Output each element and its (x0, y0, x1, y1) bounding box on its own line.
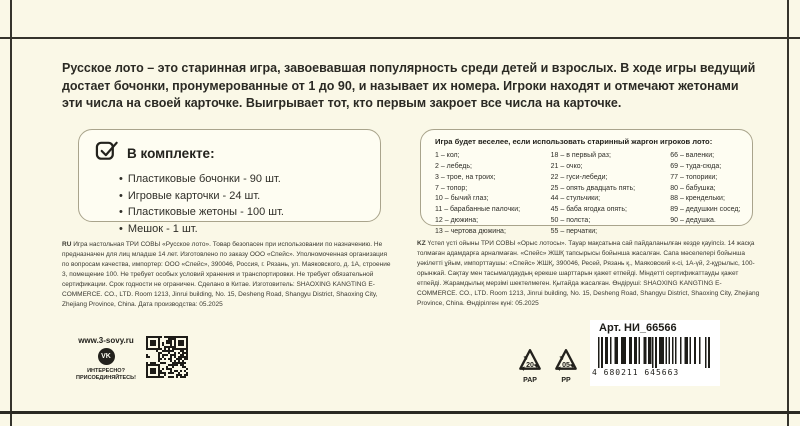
jargon-item: 89 – дедушкин сосед; (670, 206, 741, 214)
jargon-item: 18 – в первый раз; (550, 152, 611, 159)
contents-item: • Игровые карточки - 24 шт. (119, 188, 366, 205)
dieline-left-edge (10, 0, 12, 426)
contents-title: В комплекте: (127, 145, 215, 161)
legal-kz-body: Үстел үсті ойыны ТРИ СОВЫ «Орыс лотосы». Тауар мақсатына сай пайдаланылған кезде қауіпсіз. 14 жасқа толмаған адамдарға арналмаған. «Спейс» ЖШҚ тапсырысы бойынша жасалған. Сапа мәселелері бойынша уәкілетті ұйым, импорттаушы: «Спейс» ЖШҚ, 390046, Ресей, Рязань қ., Маяковский к-сі, 1А-үй, 2-құрылыс, 100-орынжай. Сақтау мен тасымалдаудың ерекше шарттарын қажет етпейді. Міндетті сертификаттауды қажет етпейді. Жарамдылық мерзімі шектелмеген. Қытайда жасалған. Өндіруші: SHAOXING KANGTING E-COMMERCE. CO., LTD. Room 1213, Jinrui building, No. 15, Desheng Road, Shangyu District, Shaoxing City, Zhejiang Province, China. Өндірілген күні: 05.2025 (417, 240, 760, 308)
jargon-item: 69 – туда-сюда; (670, 162, 722, 170)
jargon-item: 45 – баба ягодка опять; (550, 206, 627, 214)
jargon-item: 12 – дюжина; (435, 217, 479, 225)
recycling-mark-pap (515, 345, 545, 384)
jargon-column-3 (670, 151, 742, 238)
jargon-item: 21 – очко; (550, 162, 583, 170)
recycling-code: 20 (526, 361, 534, 369)
dieline-bottom-fold (0, 411, 800, 414)
jargon-title: Игра будет веселее, если использовать старинный жаргон игроков лото: (435, 137, 713, 146)
jargon-column-1 (435, 151, 551, 238)
jargon-panel (420, 129, 753, 235)
recycling-code: 05 (562, 361, 570, 369)
checkbox-check-icon (95, 138, 120, 168)
jargon-item: 11 – барабанные палочки; (435, 206, 521, 214)
jargon-item: 3 – трое, на троих; (435, 173, 496, 181)
dieline-top-fold (0, 37, 800, 39)
barcode-digits: 4 680211 645663 (592, 368, 680, 377)
jargon-item: 50 – полста; (550, 217, 591, 225)
game-description: Русское лото – это старинная игра, завоевавшая популярность среди детей и взрослых. В ходе игры ведущий достает бочонки, пронумерованные от 1 до 90, и называет их номера. Игроки находят и отмечают жетонами эти числа на своей карточке. Выигрывает тот, кто первым закроет все числа на карточке. (62, 61, 756, 110)
jargon-item: 88 – крендельки; (670, 195, 725, 203)
jargon-item: 7 – топор; (435, 184, 468, 192)
jargon-item: 2 – лебедь; (435, 162, 472, 170)
jargon-item: 80 – бабушка; (670, 184, 716, 192)
legal-ru-prefix: RU (62, 241, 72, 248)
contents-panel (78, 129, 381, 235)
legal-text-ru (62, 240, 394, 310)
jargon-item: 22 – гуси-лебеди; (550, 173, 608, 181)
jargon-item: 44 – стульчики; (550, 195, 601, 203)
contents-item: • Пластиковые бочонки - 90 шт. (119, 171, 366, 188)
social-cta-line1: ИНТЕРЕСНО? (87, 368, 125, 374)
jargon-item: 10 – бычий глаз; (435, 195, 489, 203)
recycling-material: PAP (523, 377, 537, 384)
jargon-item: 13 – чертова дюжина; (435, 227, 506, 235)
jargon-item: 1 – кол; (435, 152, 460, 159)
qr-code (146, 336, 188, 378)
recycling-mark-pp (551, 345, 581, 384)
social-block (70, 336, 142, 383)
jargon-column-2 (551, 151, 671, 238)
vk-icon-letters: VK (101, 353, 111, 360)
website-url: www.3-sovy.ru (78, 336, 134, 345)
contents-item: • Пластиковые жетоны - 100 шт. (119, 204, 366, 221)
social-cta-line2: ПРИСОЕДИНЯЙТЕСЬ! (76, 375, 136, 382)
social-cta (70, 368, 142, 383)
vk-icon (98, 348, 115, 365)
legal-kz-prefix: KZ (417, 240, 426, 247)
contents-item: • Мешок - 1 шт. (119, 221, 366, 238)
article-number: Арт. НИ_66566 (599, 322, 677, 334)
jargon-item: 55 – перчатки; (550, 227, 598, 235)
jargon-item: 25 – опять двадцать пять; (550, 184, 636, 192)
jargon-item: 90 – дедушка. (670, 217, 716, 225)
dieline-right-edge (787, 0, 789, 426)
legal-ru-body: Игра настольная ТРИ СОВЫ «Русское лото». Товар безопасен при использовании по назначению. Не предназначен для лиц младше 14 лет. Изготовлено по заказу ООО «Спейс». Уполномоченная организация по вопросам качества, импортер: ООО «Спейс», 390046, Россия, г. Рязань, ул. Маяковского, д. 1А, строение 3, помещение 100. Не требует особых условий хранения и транспортировки. Не требует обязательной сертификации. Срок годности не ограничен. Сделано в Китае. Изготовитель: SHAOXING KANGTING E-COMMERCE. CO., LTD. Room 1213, Jinrui building, No. 15, Desheng Road, Shangyu District, Shaoxing City, Zhejiang Province, China. Дата производства: 05.2025 (62, 241, 391, 309)
recycling-material: PP (561, 377, 571, 384)
jargon-item: 77 – топорики; (670, 173, 718, 181)
contents-list (119, 171, 366, 237)
barcode-area (590, 320, 720, 386)
legal-text-kz (417, 239, 761, 309)
jargon-item: 66 – валенки; (670, 152, 715, 159)
